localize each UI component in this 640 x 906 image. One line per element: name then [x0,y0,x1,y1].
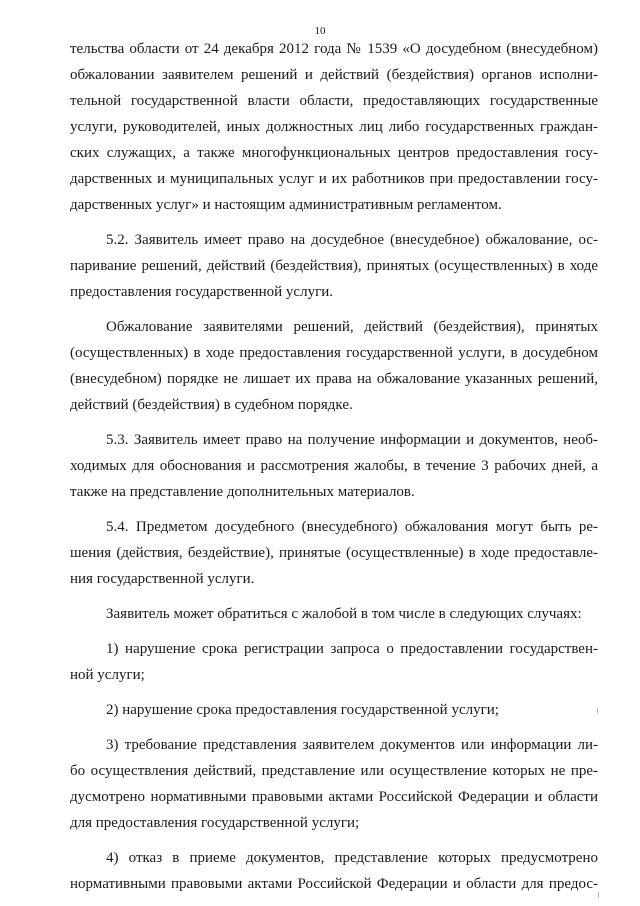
text-line: услуги, руководителей, иных должностных лиц либо государственных граждан- [70,119,598,135]
text-line: 5.2. Заявитель имеет право на досудебное (внесудебное) обжалование, ос- [106,232,598,248]
text-line: паривание решений, действий (бездействия), принятых (осуществленных) в ходе [70,258,598,274]
text-line: для предоставления государственной услуги; [70,815,360,831]
text-line: Заявитель может обратиться с жалобой в том числе в следующих случаях: [106,606,582,622]
text-line: дарственных услуг» и настоящим административным регламентом. [70,197,502,213]
text-line: ния государственной услуги. [70,571,255,587]
text-line: действий (бездействия) в судебном порядке. [70,397,353,413]
paragraph-5-3 [70,427,598,505]
scan-edge-mark [598,892,599,898]
text-line: предоставления государственной услуги. [70,284,334,300]
text-line: 2) нарушение срока предоставления государственной услуги; [106,702,499,718]
text-line: ходимых для обоснования и рассмотрения жалобы, в течение 3 рабочих дней, а [70,458,598,474]
paragraph-appeal-rights [70,314,598,418]
text-line: также на представление дополнительных материалов. [70,484,415,500]
text-line: 5.4. Предметом досудебного (внесудебного) обжалования могут быть ре- [106,519,598,535]
text-line: 1) нарушение срока регистрации запроса о предоставлении государствен- [106,641,598,657]
text-line: дусмотрено нормативными правовыми актами Российской Федерации и области [70,789,598,805]
text-line: 5.3. Заявитель имеет право на получение информации и документов, необ- [106,432,598,448]
text-line: 3) требование представления заявителем документов или информации ли- [106,737,598,753]
list-item-2 [70,697,598,723]
page-number: 10 [314,25,326,37]
text-line: 4) отказ в приеме документов, представление которых предусмотрено [106,850,598,866]
paragraph-continuation [70,36,598,218]
list-item-1 [70,636,598,688]
paragraph-complaint-cases [70,601,598,627]
text-line: Обжалование заявителями решений, действий (бездействия), принятых [106,319,598,335]
text-line: бо осуществления действий, представление или осуществление которых не пре- [70,763,598,779]
text-line: обжаловании заявителем решений и действий (бездействия) органов исполни- [70,67,598,83]
text-line: дарственных и муниципальных услуг и их работников при предоставлении госу- [70,171,598,187]
text-line: тельной государственной власти области, предоставляющих государственные [70,93,598,109]
paragraph-5-2 [70,227,598,305]
text-line: тельства области от 24 декабря 2012 года № 1539 «О досудебном (внесудебном) [70,41,598,57]
text-line: (осуществленных) в ходе предоставления государственной услуги, в досудебном [70,345,598,361]
text-line: нормативными правовыми актами Российской Федерации и области для предос- [70,876,598,892]
text-line: (внесудебном) порядке не лишает их права на обжалование указанных решений, [70,371,598,387]
list-item-3 [70,732,598,836]
text-line: ских служащих, а также многофункциональных центров предоставления госу- [70,145,598,161]
text-line: ной услуги; [70,667,145,683]
text-line: шения (действия, бездействие), принятые (осуществленные) в ходе предоставле- [70,545,598,561]
list-item-4 [70,845,598,897]
paragraph-5-4 [70,514,598,592]
scan-edge-mark [597,708,598,713]
document-body [70,36,598,906]
